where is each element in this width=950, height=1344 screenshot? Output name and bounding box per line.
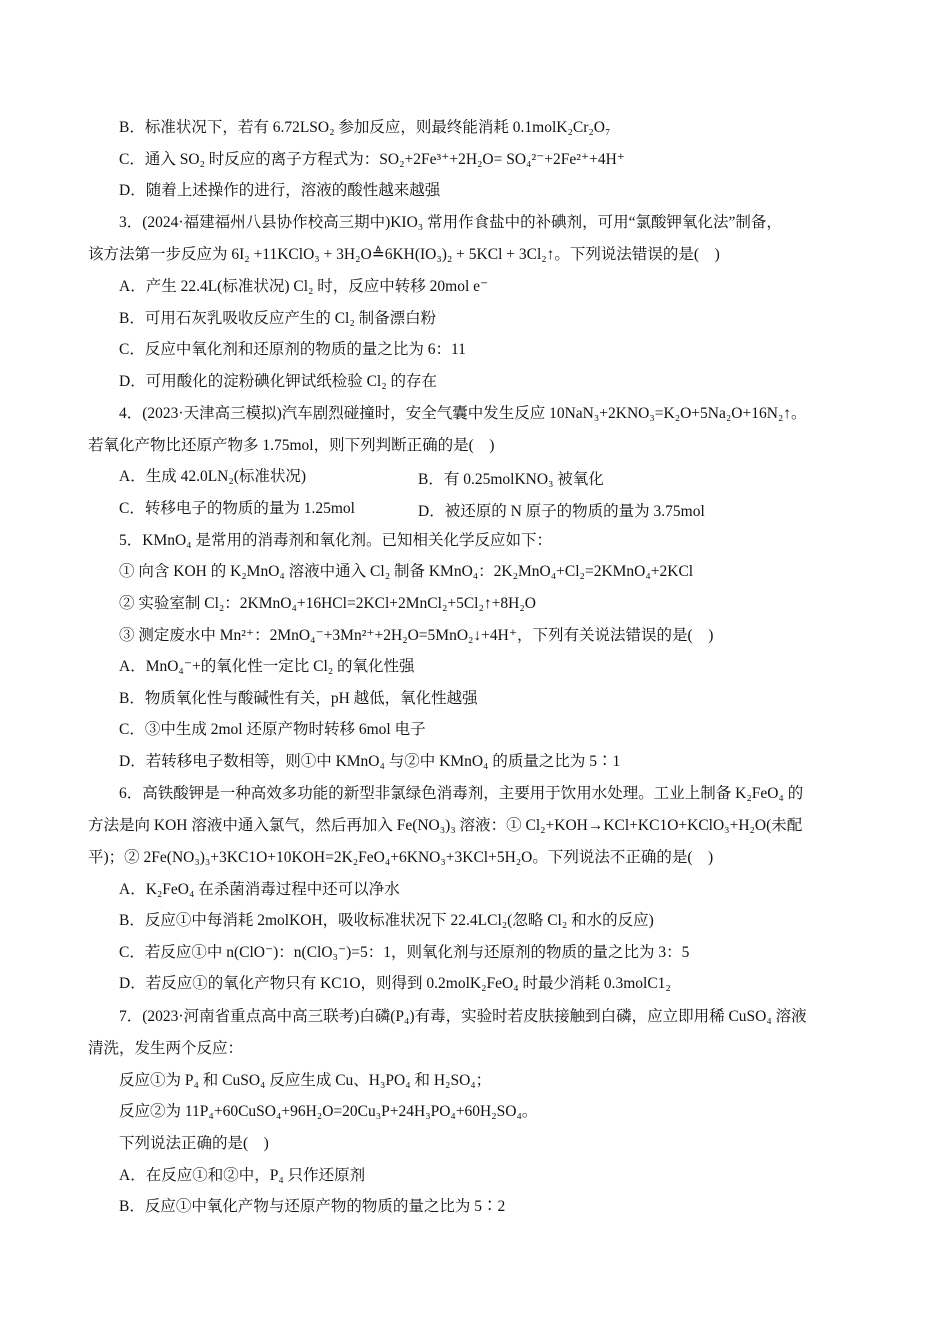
question-line: 平)；② 2Fe(NO₃)₃+3KC1O+10KOH=2K₂FeO₄+6KNO₃+3KCl+5H₂O。下列说法不正确的是( ) xyxy=(88,849,714,866)
option-line: C．③中生成 2mol 还原产物时转移 6mol 电子 xyxy=(119,721,426,738)
question-line: 清洗，发生两个反应： xyxy=(88,1040,244,1057)
option-line: A．在反应①和②中，P₄ 只作还原剂 xyxy=(119,1167,366,1184)
question-line: 4．(2023·天津高三模拟)汽车剧烈碰撞时，安全气囊中发生反应 10NaN₃+2KNO₃=K₂O+5Na₂O+16N₂↑。 xyxy=(119,405,807,422)
question-line: 该方法第一步反应为 6I₂ +11KClO₃ + 3H₂O≜6KH(IO₃)₂ + 5KCl + 3Cl₂↑。下列说法错误的是( ) xyxy=(88,246,720,263)
option-line: B．物质氧化性与酸碱性有关，pH 越低，氧化性越强 xyxy=(119,690,478,707)
option-line: B．反应①中氧化产物与还原产物的物质的量之比为 5∶2 xyxy=(119,1198,506,1215)
option-line: D．被还原的 N 原子的物质的量为 3.75mol xyxy=(418,503,705,520)
reaction-line: ③ 测定废水中 Mn²⁺：2MnO₄⁻+3Mn²⁺+2H₂O=5MnO₂↓+4H⁺，下列有关说法错误的是( ) xyxy=(119,627,714,644)
option-line: B．有 0.25molKNO₃ 被氧化 xyxy=(418,471,604,488)
reaction-line: ② 实验室制 Cl₂：2KMnO₄+16HCl=2KCl+2MnCl₂+5Cl₂↑+8H₂O xyxy=(119,595,536,612)
option-line: C．若反应①中 n(ClO⁻)：n(ClO₃⁻)=5：1，则氧化剂与还原剂的物质的量之比为 3：5 xyxy=(119,944,690,961)
option-line: D．随着上述操作的进行，溶液的酸性越来越强 xyxy=(119,182,441,199)
option-line: D．若转移电子数相等，则①中 KMnO₄ 与②中 KMnO₄ 的质量之比为 5∶1 xyxy=(119,753,621,770)
option-line: D．若反应①的氧化产物只有 KC1O，则得到 0.2molK₂FeO₄ 时最少消耗 0.3molC1₂ xyxy=(119,975,671,992)
option-line: C．转移电子的物质的量为 1.25mol xyxy=(119,500,355,517)
question-line: 若氧化产物比还原产物多 1.75mol，则下列判断正确的是( ) xyxy=(88,437,495,454)
option-line: A．K₂FeO₄ 在杀菌消毒过程中还可以净水 xyxy=(119,881,400,898)
question-line: 6．高铁酸钾是一种高效多功能的新型非氯绿色消毒剂，主要用于饮用水处理。工业上制备 K₂FeO₄ 的 xyxy=(119,785,804,802)
option-line: B．可用石灰乳吸收反应产生的 Cl₂ 制备漂白粉 xyxy=(119,310,437,327)
question-line: 7．(2023·河南省重点高中高三联考)白磷(P₄)有毒，实验时若皮肤接触到白磷，应立即用稀 CuSO₄ 溶液 xyxy=(119,1008,807,1025)
reaction-line: 反应②为 11P₄+60CuSO₄+96H₂O=20Cu₃P+24H₃PO₄+60H₂SO₄。 xyxy=(119,1103,538,1120)
reaction-line: ① 向含 KOH 的 K₂MnO₄ 溶液中通入 Cl₂ 制备 KMnO₄：2K₂MnO₄+Cl₂=2KMnO₄+2KCl xyxy=(119,563,694,580)
option-line: A．产生 22.4L(标准状况) Cl₂ 时，反应中转移 20mol e⁻ xyxy=(119,278,489,295)
option-line: D．可用酸化的淀粉碘化钾试纸检验 Cl₂ 的存在 xyxy=(119,373,437,390)
question-line: 下列说法正确的是( ) xyxy=(119,1135,269,1152)
option-line: C．通入 SO₂ 时反应的离子方程式为：SO₂+2Fe³⁺+2H₂O= SO₄²⁻+2Fe²⁺+4H⁺ xyxy=(119,151,625,168)
question-line: 5．KMnO₄ 是常用的消毒剂和氧化剂。已知相关化学反应如下： xyxy=(119,532,552,549)
option-line: A．MnO₄⁻+的氧化性一定比 Cl₂ 的氧化性强 xyxy=(119,658,415,675)
option-line: B．反应①中每消耗 2molKOH，吸收标准状况下 22.4LCl₂(忽略 Cl₂ 和水的反应) xyxy=(119,912,654,929)
reaction-line: 反应①为 P₄ 和 CuSO₄ 反应生成 Cu、H₃PO₄ 和 H₂SO₄； xyxy=(119,1072,492,1089)
question-line: 3．(2024·福建福州八县协作校高三期中)KIO₃ 常用作食盐中的补碘剂，可用“氯酸钾氧化法”制备， xyxy=(119,214,782,231)
option-line: A．生成 42.0LN₂(标准状况) xyxy=(119,468,307,485)
option-line: C．反应中氧化剂和还原剂的物质的量之比为 6：11 xyxy=(119,341,466,358)
option-line: B．标准状况下，若有 6.72LSO₂ 参加反应，则最终能消耗 0.1molK₂Cr₂O₇ xyxy=(119,119,611,136)
question-line: 方法是向 KOH 溶液中通入氯气，然后再加入 Fe(NO₃)₃ 溶液：① Cl₂+KOH→KCl+KC1O+KClO₃+H₂O(未配 xyxy=(88,817,803,834)
